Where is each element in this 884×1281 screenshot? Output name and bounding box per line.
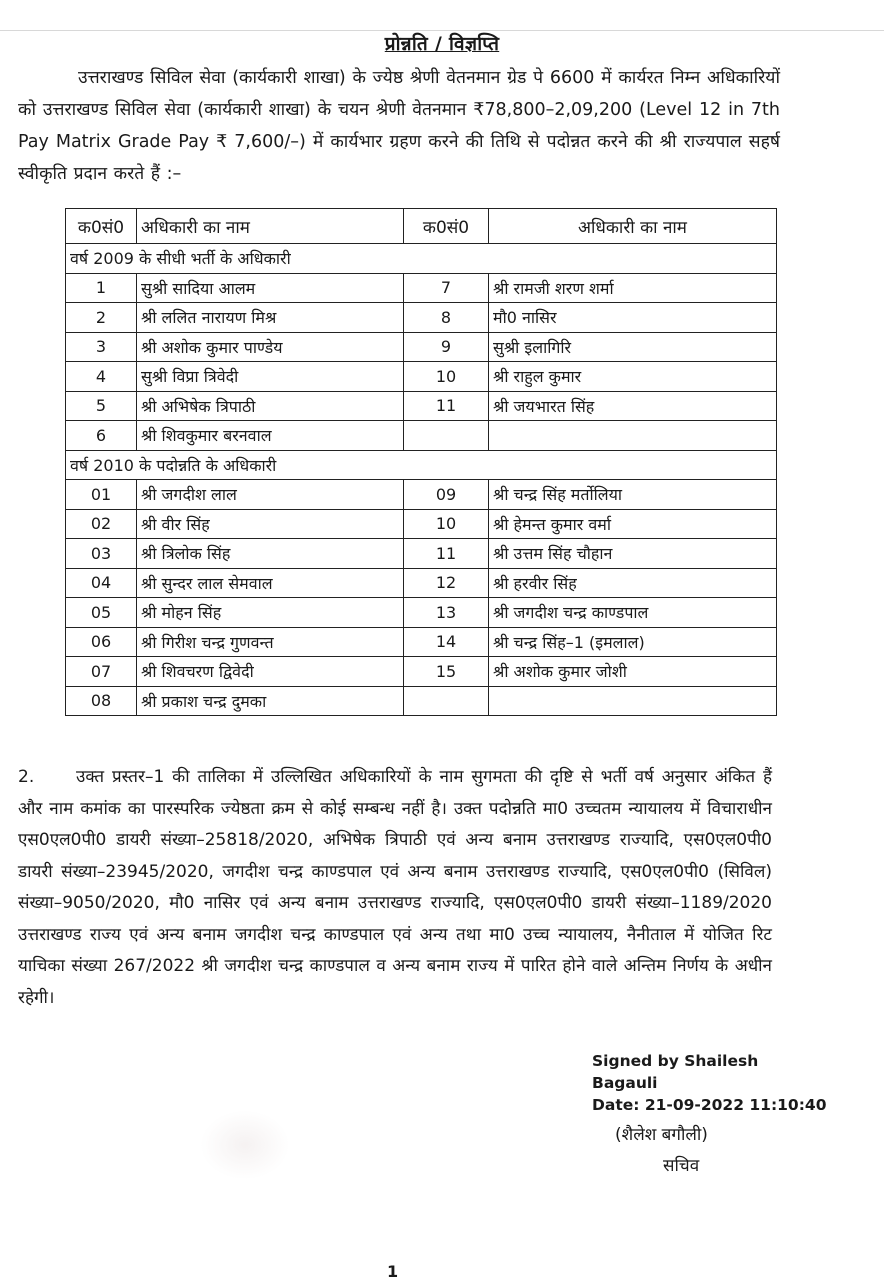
officer-name-cell-2: श्री अशोक कुमार जोशी <box>489 657 777 687</box>
officer-name-cell: श्री ललित नारायण मिश्र <box>137 303 404 333</box>
officer-name-cell-2: श्री रामजी शरण शर्मा <box>489 273 777 303</box>
officer-name-cell: श्री मोहन सिंह <box>137 598 404 628</box>
officer-name-cell: श्री शिवचरण द्विवेदी <box>137 657 404 687</box>
officer-name-cell-2: श्री उत्तम सिंह चौहान <box>489 539 777 569</box>
serial-cell: 05 <box>66 598 137 628</box>
table-row <box>66 480 777 510</box>
serial-cell: 2 <box>66 303 137 333</box>
header-name: अधिकारी का नाम <box>137 209 404 244</box>
officer-name-cell-2 <box>489 686 777 716</box>
officer-name-cell: श्री सुन्दर लाल सेमवाल <box>137 568 404 598</box>
serial-cell: 06 <box>66 627 137 657</box>
page-title: प्रोन्नति / विज्ञप्ति <box>384 33 500 55</box>
officer-name-cell: श्री अशोक कुमार पाण्डेय <box>137 332 404 362</box>
officer-name-cell: सुश्री विप्रा त्रिवेदी <box>137 362 404 392</box>
intro-paragraph: उत्तराखण्ड सिविल सेवा (कार्यकारी शाखा) के ज्येष्ठ श्रेणी वेतनमान ग्रेड पे 6600 में कार्यरत निम्न अधिकारियों को उत्तराखण्ड सिविल सेवा (कार्यकारी शाखा) के चयन श्रेणी वेतनमान ₹78,800–2,09,200 (Level 12 in 7th Pay Matrix Grade Pay ₹ 7,600/–) में कार्यभार ग्रहण करने की तिथि से पदोन्नत करने की श्री राज्यपाल सहर्ष स्वीकृति प्रदान करते हैं :– <box>18 68 780 184</box>
officer-name-cell-2: श्री राहुल कुमार <box>489 362 777 392</box>
signature-line-1: Signed by Shailesh <box>592 1052 759 1070</box>
table-row <box>66 273 777 303</box>
serial-cell: 03 <box>66 539 137 569</box>
table-row <box>66 391 777 421</box>
table-row <box>66 686 777 716</box>
table-group-row <box>66 244 777 274</box>
officer-name-cell-2: श्री हेमन्त कुमार वर्मा <box>489 509 777 539</box>
serial-cell-2: 13 <box>404 598 489 628</box>
table-row <box>66 627 777 657</box>
signatory-name: (शैलेश बगौली) <box>615 1125 708 1145</box>
serial-cell-2: 7 <box>404 273 489 303</box>
group-title: वर्ष 2010 के पदोन्नति के अधिकारी <box>66 450 777 480</box>
signature-date: Date: 21-09-2022 11:10:40 <box>592 1096 827 1114</box>
serial-cell: 1 <box>66 273 137 303</box>
officer-name-cell: श्री त्रिलोक सिंह <box>137 539 404 569</box>
officer-name-cell: श्री वीर सिंह <box>137 509 404 539</box>
paragraph-2 <box>18 762 772 1014</box>
serial-cell-2: 14 <box>404 627 489 657</box>
paragraph-number: 2. <box>18 767 35 787</box>
officer-name-cell-2: श्री जयभारत सिंह <box>489 391 777 421</box>
header-serial: क0सं0 <box>66 209 137 244</box>
officer-name-cell-2: श्री चन्द्र सिंह मर्तोलिया <box>489 480 777 510</box>
officers-table <box>65 208 777 716</box>
serial-cell: 5 <box>66 391 137 421</box>
table-row <box>66 539 777 569</box>
table-body <box>66 244 777 716</box>
serial-cell-2: 11 <box>404 391 489 421</box>
table-group-row <box>66 450 777 480</box>
table-row <box>66 421 777 451</box>
paragraph-2-text: उक्त प्रस्तर–1 की तालिका में उल्लिखित अधिकारियों के नाम सुगमता की दृष्टि से भर्ती वर्ष अनुसार अंकित हैं और नाम कमांक का पारस्परिक ज्येष्ठता क्रम से कोई सम्बन्ध नहीं है। उक्त पदोन्नति मा0 उच्चतम न्यायालय में विचाराधीन एस0एल0पी0 डायरी संख्या–25818/2020, अभिषेक त्रिपाठी एवं अन्य बनाम उत्तराखण्ड राज्यादि, एस0एल0पी0 डायरी संख्या–23945/2020, जगदीश चन्द्र काण्डपाल एवं अन्य बनाम उत्तराखण्ड राज्यादि, एस0एल0पी0 (सिविल) संख्या–9050/2020, मौ0 नासिर एवं अन्य बनाम उत्तराखण्ड राज्यादि, एस0एल0पी0 डायरी संख्या–1189/2020 उत्तराखण्ड राज्य एवं अन्य बनाम जगदीश चन्द्र काण्डपाल एवं अन्य तथा मा0 उच्च न्यायालय, नैनीताल में योजित रिट याचिका संख्या 267/2022 श्री जगदीश चन्द्र काण्डपाल व अन्य बनाम राज्य में पारित होने वाले अन्तिम निर्णय के अधीन रहेगी। <box>18 767 772 1008</box>
officer-name-cell-2: सुश्री इलागिरि <box>489 332 777 362</box>
serial-cell: 02 <box>66 509 137 539</box>
group-title: वर्ष 2009 के सीधी भर्ती के अधिकारी <box>66 244 777 274</box>
serial-cell-2: 9 <box>404 332 489 362</box>
serial-cell-2: 15 <box>404 657 489 687</box>
table-row <box>66 509 777 539</box>
officer-name-cell: श्री प्रकाश चन्द्र दुमका <box>137 686 404 716</box>
signature-line-2: Bagauli <box>592 1074 658 1092</box>
officer-name-cell-2 <box>489 421 777 451</box>
officer-name-cell-2: श्री जगदीश चन्द्र काण्डपाल <box>489 598 777 628</box>
signatory-designation: सचिव <box>663 1156 700 1176</box>
officer-name-cell: श्री अभिषेक त्रिपाठी <box>137 391 404 421</box>
officer-name-cell-2: मौ0 नासिर <box>489 303 777 333</box>
serial-cell-2: 10 <box>404 509 489 539</box>
serial-cell: 3 <box>66 332 137 362</box>
officer-name-cell: श्री जगदीश लाल <box>137 480 404 510</box>
header-name-2: अधिकारी का नाम <box>489 209 777 244</box>
table-row <box>66 568 777 598</box>
serial-cell-2 <box>404 421 489 451</box>
serial-cell: 01 <box>66 480 137 510</box>
table-row <box>66 362 777 392</box>
serial-cell-2: 11 <box>404 539 489 569</box>
serial-cell: 08 <box>66 686 137 716</box>
header-serial-2: क0सं0 <box>404 209 489 244</box>
serial-cell-2: 12 <box>404 568 489 598</box>
table-header-row <box>66 209 777 244</box>
scan-smudge <box>200 1110 290 1180</box>
digital-signature-block <box>592 1050 827 1116</box>
officer-name-cell-2: श्री चन्द्र सिंह–1 (इमलाल) <box>489 627 777 657</box>
serial-cell: 04 <box>66 568 137 598</box>
table-row <box>66 657 777 687</box>
table-row <box>66 332 777 362</box>
serial-cell: 07 <box>66 657 137 687</box>
serial-cell-2: 09 <box>404 480 489 510</box>
officer-name-cell: सुश्री सादिया आलम <box>137 273 404 303</box>
serial-cell-2: 10 <box>404 362 489 392</box>
officer-name-cell: श्री शिवकुमार बरनवाल <box>137 421 404 451</box>
serial-cell-2 <box>404 686 489 716</box>
serial-cell: 4 <box>66 362 137 392</box>
officer-name-cell-2: श्री हरवीर सिंह <box>489 568 777 598</box>
page-number: 1 <box>387 1262 399 1281</box>
officer-name-cell: श्री गिरीश चन्द्र गुणवन्त <box>137 627 404 657</box>
table-row <box>66 303 777 333</box>
table-row <box>66 598 777 628</box>
serial-cell: 6 <box>66 421 137 451</box>
serial-cell-2: 8 <box>404 303 489 333</box>
